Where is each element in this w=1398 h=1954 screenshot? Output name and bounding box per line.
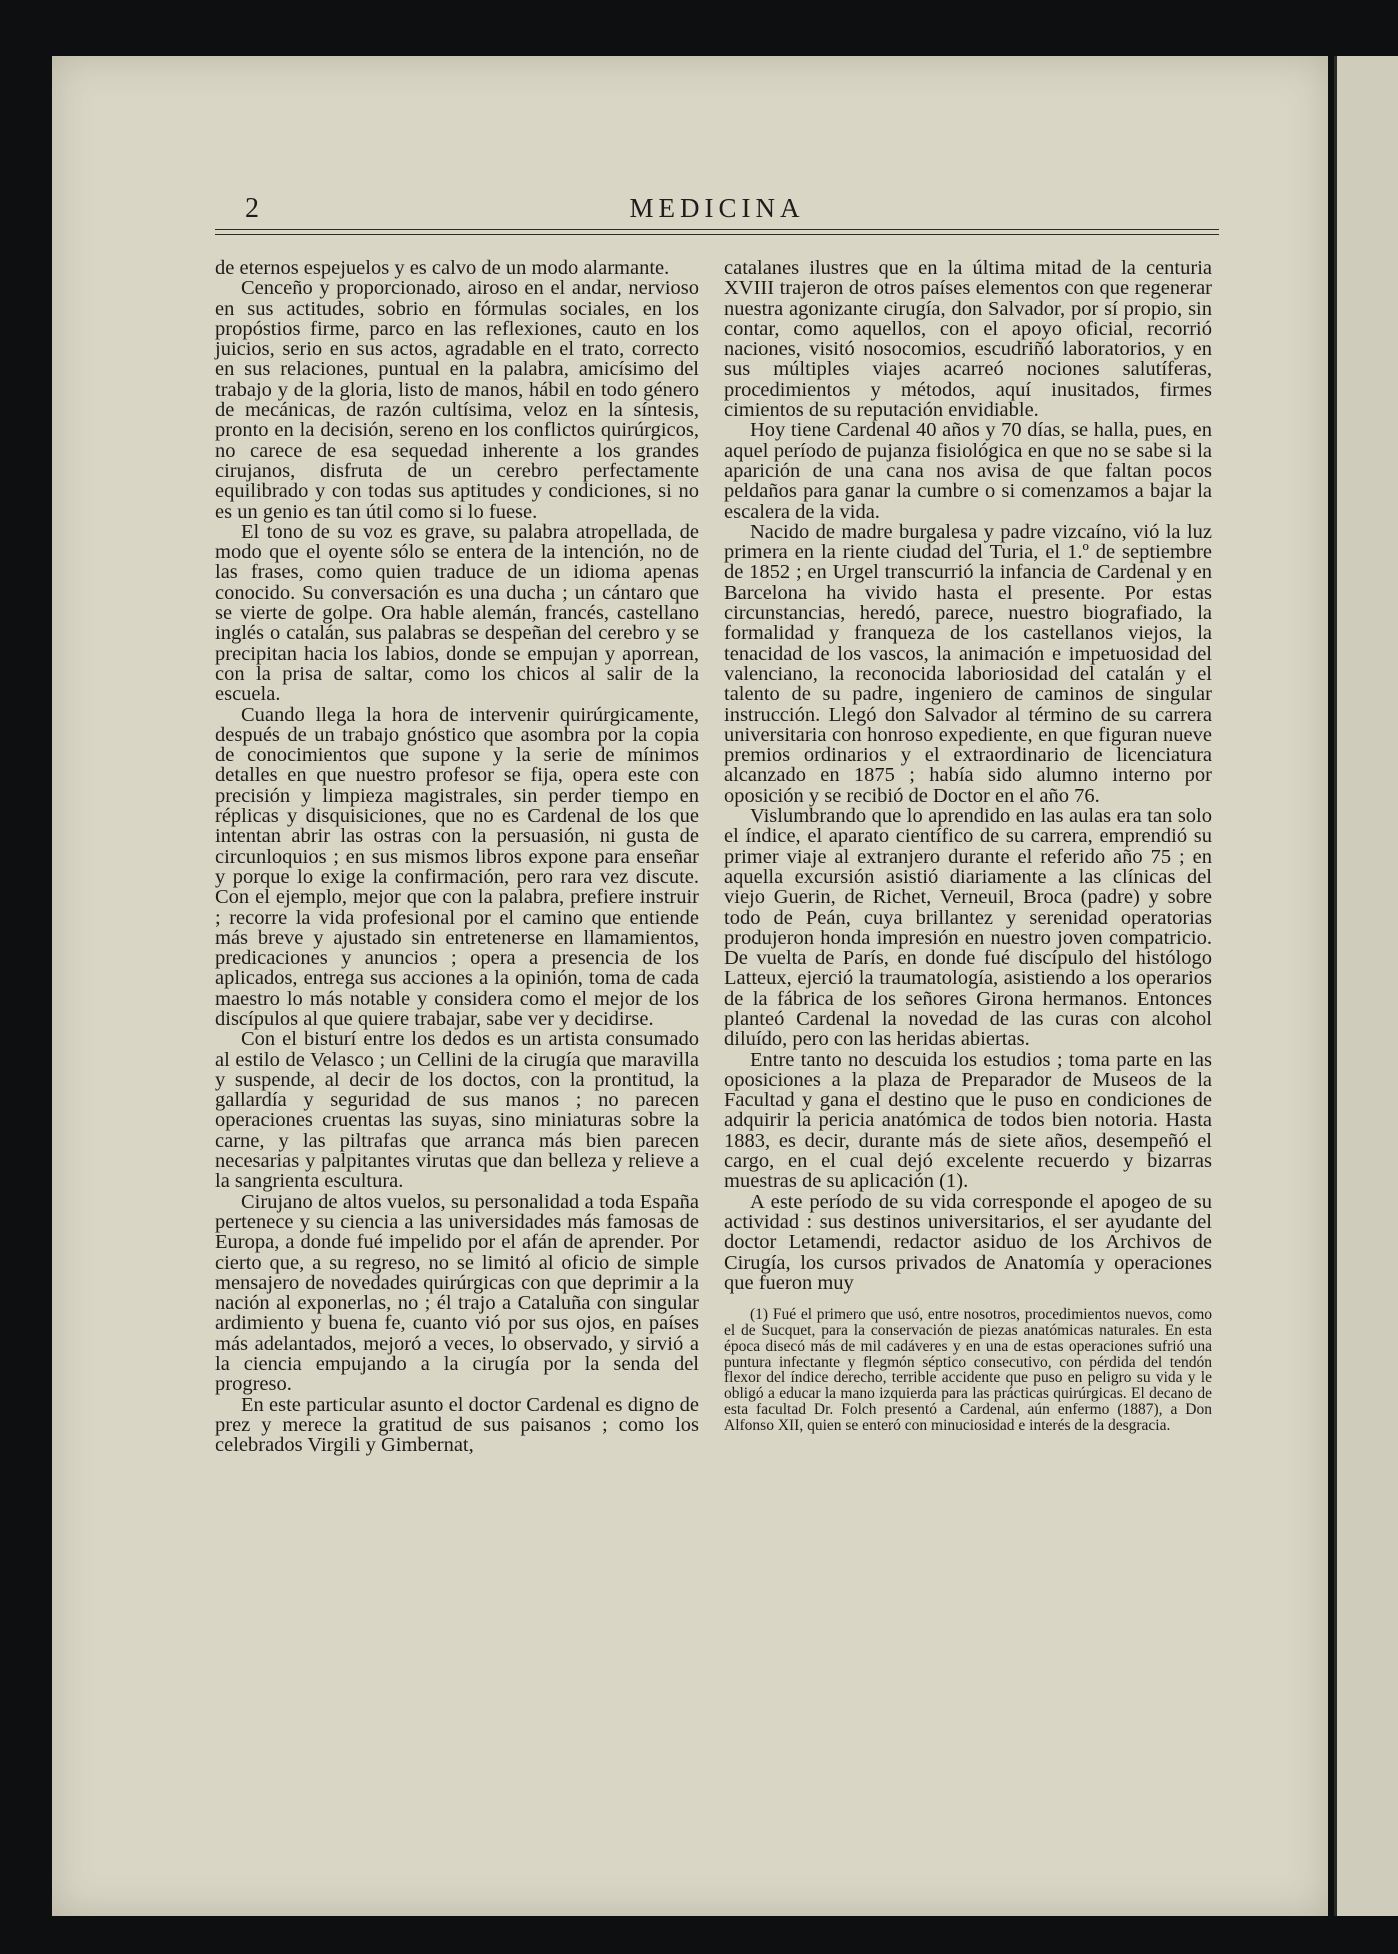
paragraph: El tono de su voz es grave, su palabra atropellada, de modo que el oyente sólo se entera de la intención, no de las frases, como quien traduce de un idioma apenas conocido. Su conversación es una ducha ; un cántaro que se vierte de golpe. Ora hable alemán, francés, castellano inglés o catalán, sus palabras se despeñan del cerebro y se precipitan hacia los labios, donde se empujan y aporrean, con la prisa de saltar, como los chicos al salir de la escuela. (215, 520, 699, 706)
paragraph: Cirujano de altos vuelos, su personalidad a toda España pertenece y su ciencia a las universidades más famosas de Europa, a donde fué impelido por el afán de aprender. Por cierto que, a su regreso, no se limitó al oficio de simple mensajero de novedades quirúrgicas con que deprimir a la nación al exponerlas, no ; él trajo a Cataluña con singular ardimiento y buena fe, cuanto vió por sus ojos, en países más adelantados, mejoró a veces, lo observado, y sirvió a la ciencia empujando a la cirugía por la senda del progreso. (215, 1190, 699, 1396)
left-column (215, 258, 699, 1456)
paragraph: catalanes ilustres que en la última mitad de la centuria XVIII trajeron de otros países elementos con que regenerar nuestra agonizante cirugía, don Salvador, por sí propio, sin contar, como aquellos, con el apoyo oficial, recorrió naciones, visitó nosocomios, escudriñó laboratorios, y en sus múltiples viajes acarreó nociones salutíferas, procedimientos y métodos, aquí inusitados, firmes cimientos de su reputación envidiable. (724, 257, 1212, 422)
paragraph: Vislumbrando que lo aprendido en las aulas era tan solo el índice, el aparato científico de su carrera, emprendió su primer viaje al extranjero durante el referido año 75 ; en aquella excursión asistió diariamente a las clínicas del viejo Guerin, de Richet, Verneuil, Broca (padre) y sobre todo de Peán, cuya brillantez y serenidad operatorias produjeron honda impresión en nuestro joven compatricio. De vuelta de París, en donde fué discípulo del histólogo Latteux, ejerció la traumatología, asistiendo a los operarios de la fábrica de los señores Girona hermanos. Entonces planteó Cardenal la novedad de las curas con alcohol diluído, pero con las heridas abiertas. (724, 805, 1212, 1051)
header-rule (215, 229, 1219, 230)
footnote-spacer (724, 1293, 1212, 1307)
header-rule-double (215, 234, 1219, 235)
paragraph: Hoy tiene Cardenal 40 años y 70 días, se halla, pues, en aquel período de pujanza fisiológica en que no se sabe si la aparición de una cana nos avisa de que faltan pocos peldaños para ganar la cumbre o si comenzamos a bajar la escalera de la vida. (724, 419, 1212, 523)
paragraph: En este particular asunto el doctor Cardenal es digno de prez y merece la gratitud de sus paisanos ; como los celebrados Virgili y Gimbernat, (215, 1393, 699, 1457)
page-header (215, 193, 1219, 229)
running-title: MEDICINA (629, 193, 805, 223)
paragraph: A este período de su vida corresponde el apogeo de su actividad : sus destinos universitarios, el ser ayudante del doctor Letamendi, redactor asiduo de los Archivos de Cirugía, los cursos privados de Anatomía y operaciones que fueron muy (724, 1190, 1212, 1294)
footnote: (1) Fué el primero que usó, entre nosotros, procedimientos nuevos, como el de Sucquet, para la conservación de piezas anatómicas naturales. En esta época disecó más de mil cadáveres y en una de estas operaciones sufrió una puntura infectante y flegmón séptico consecutivo, con pérdida del tendón flexor del índice derecho, terrible accidente que puso en peligro su vida y le obligó a educar la mano izquierda para las prácticas quirúrgicas. El decano de esta facultad Dr. Folch presentó a Cardenal, aún enfermo (1887), a Don Alfonso XII, quien se enteró con minuciosidad e interés de la desgracia. (724, 1306, 1212, 1434)
right-column (724, 258, 1212, 1434)
paragraph: Cenceño y proporcionado, airoso en el andar, nervioso en sus actitudes, sobrio en fórmulas sociales, en los propóstios firme, parco en las reflexiones, cauto en los juicios, serio en sus actos, agradable en el trato, correcto en sus relaciones, puntual en la palabra, amicísimo del trabajo y de la gloria, listo de manos, hábil en todo género de mecánicas, de razón cultísima, veloz en la síntesis, pronto en la decisión, sereno en los conflictos quirúrgicos, no carece de esa sequedad inherente a los grandes cirujanos, disfruta de un cerebro perfectamente equilibrado y con todas sus aptitudes y condiciones, si no es un genio es tan útil como si lo fuese. (215, 277, 699, 523)
paragraph: Entre tanto no descuida los estudios ; toma parte en las oposiciones a la plaza de Preparador de Museos de la Facultad y gana el destino que le puso en condiciones de adquirir la pericia anatómica de todos bien notoria. Hasta 1883, es decir, durante más de siete años, desempeñó el cargo, en el cual dejó excelente recuerdo y bizarras muestras de su aplicación (1). (724, 1048, 1212, 1193)
next-page-edge (1334, 56, 1398, 1916)
paragraph: Cuando llega la hora de intervenir quirúrgicamente, después de un trabajo gnóstico que asombra por la copia de conocimientos que supone y la serie de mínimos detalles en que nuestro profesor se fija, opera este con precisión y limpieza magistrales, sin perder tiempo en réplicas y disquisiciones, que no es Cardenal de los que intentan abrir las ostras con la persuasión, ni gusta de circunloquios ; en sus mismos libros expone para enseñar y porque lo exige la confirmación, pero rara vez discute. Con el ejemplo, mejor que con la palabra, prefiere instruir ; recorre la vida profesional por el camino que entiende más breve y ajustado sin entretenerse en llamamientos, predicaciones y anuncios ; opera a presencia de los aplicados, entrega sus acciones a la opinión, toma de cada maestro lo más notable y considera como el mejor de los discípulos al que quiere trabajar, sabe ver y decidirse. (215, 703, 699, 1030)
paragraph: Con el bisturí entre los dedos es un artista consumado al estilo de Velasco ; un Cellini de la cirugía que maravilla y suspende, al decir de los doctos, con la prontitud, la gallardía y seguridad de sus manos ; no parecen operaciones cruentas las suyas, sino miniaturas sobre la carne, y las piltrafas que arranca más bien parecen necesarias y palpitantes virutas que dan belleza y relieve a la sangrienta escultura. (215, 1028, 699, 1193)
page-number: 2 (245, 193, 259, 224)
paragraph: de eternos espejuelos y es calvo de un modo alarmante. (215, 257, 670, 279)
paragraph: Nacido de madre burgalesa y padre vizcaíno, vió la luz primera en la riente ciudad del Turia, el 1.º de septiembre de 1852 ; en Urgel transcurrió la infancia de Cardenal y en Barcelona ha vivido hasta el presente. Por estas circunstancias, heredó, parece, nuestro biografiado, la formalidad y franqueza de los castellanos viejos, la tenacidad de los vascos, la animación e impetuosidad del valenciano, la reconocida laboriosidad del catalán y el talento de su padre, ingeniero de caminos de singular instrucción. Llegó don Salvador al término de su carrera universitaria con honroso expediente, en que figuran nueve premios ordinarios y el extraordinario de licenciatura alcanzado en 1875 ; había sido alumno interno por oposición y se recibió de Doctor en el año 76. (724, 520, 1212, 807)
